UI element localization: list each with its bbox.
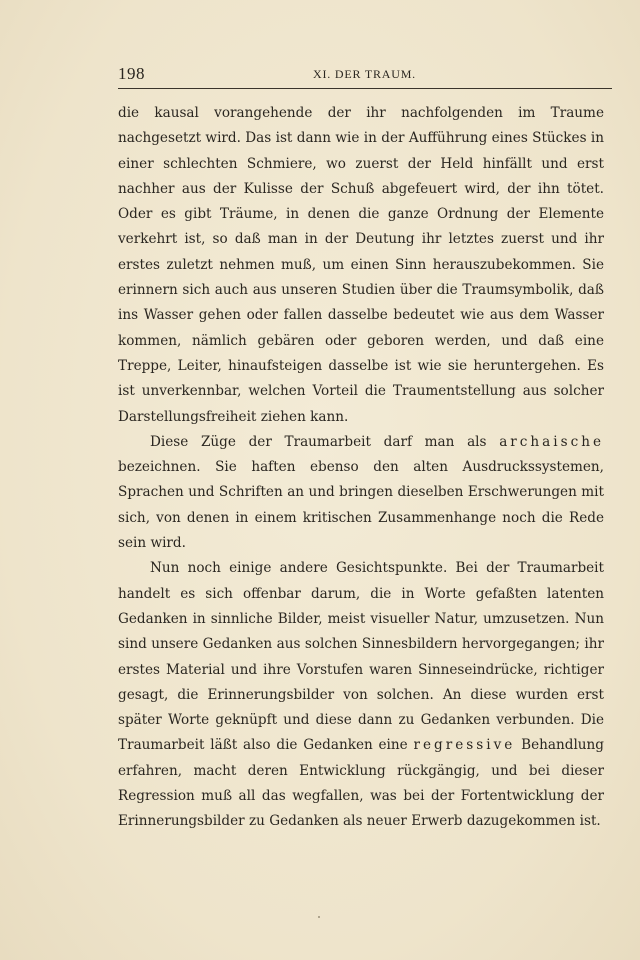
paragraph-3 (118, 556, 604, 834)
paragraph-3-end: Behandlung erfahren, macht deren Entwicklung rückgängig, und bei dieser Regression muß all das wegfallen, was bei der Fortentwicklung der Erinnerungsbilder zu Gedanken als neuer Erwerb dazugekommen ist. (118, 737, 605, 830)
page-header (118, 64, 612, 88)
paragraph-2 (118, 430, 604, 556)
body-text (118, 101, 604, 835)
emphasis-archaische: archaische (499, 433, 604, 450)
paragraph-1: die kausal vorangehende der ihr nachfolgenden im Traume nachgesetzt wird. Das ist dann wie in der Aufführung eines Stückes in einer schlechten Schmiere, wo zuerst der Held hinfällt und erst nachher aus der Kulisse der Schuß abgefeuert wird, der ihn tötet. Oder es gibt Träume, in denen die ganze Ordnung der Elemente verkehrt ist, so daß man in der Deutung ihr letztes zuerst und ihr erstes zuletzt nehmen muß, um einen Sinn herauszubekommen. Sie erinnern sich auch aus unseren Studien über die Traumsymbolik, daß ins Wasser gehen oder fallen dasselbe bedeutet wie aus dem Wasser kommen, nämlich gebären oder geboren werden, und daß eine Treppe, Leiter, hinaufsteigen dasselbe ist wie sie heruntergehen. Es ist unverkennbar, welchen Vorteil die Traumentstellung aus solcher Darstellungsfreiheit ziehen kann. (118, 105, 604, 425)
paragraph-3-start: Nun noch einige andere Gesichtspunkte. Bei der Traumarbeit handelt es sich offenbar darum, die in Worte gefaßten latenten Gedanken in sinnliche Bilder, meist visueller Natur, umzusetzen. Nun sind unsere Gedanken aus solchen Sinnesbildern hervorgegangen; ihr erstes Material und ihre Vorstufen waren Sinneseindrücke, richtiger gesagt, die Erinnerungsbilder von solchen. An diese wurden erst später Worte geknüpft und diese dann zu Gedanken verbunden. Die Traumarbeit läßt also die Gedanken eine (118, 560, 604, 754)
running-head: XI. DER TRAUM. (313, 67, 416, 81)
page-number: 198 (118, 64, 145, 83)
paragraph-2-start: Diese Züge der Traumarbeit darf man als (150, 433, 487, 450)
paragraph-2-end: bezeichnen. Sie haften ebenso den alten Ausdruckssystemen, Sprachen und Schriften an und bringen dieselben Erschwerungen mit sich, von denen in einem kritischen Zusammenhange noch die Rede sein wird. (118, 459, 604, 552)
emphasis-regressive: regressive (413, 737, 516, 754)
header-rule (118, 88, 612, 89)
page-speck (318, 916, 320, 918)
